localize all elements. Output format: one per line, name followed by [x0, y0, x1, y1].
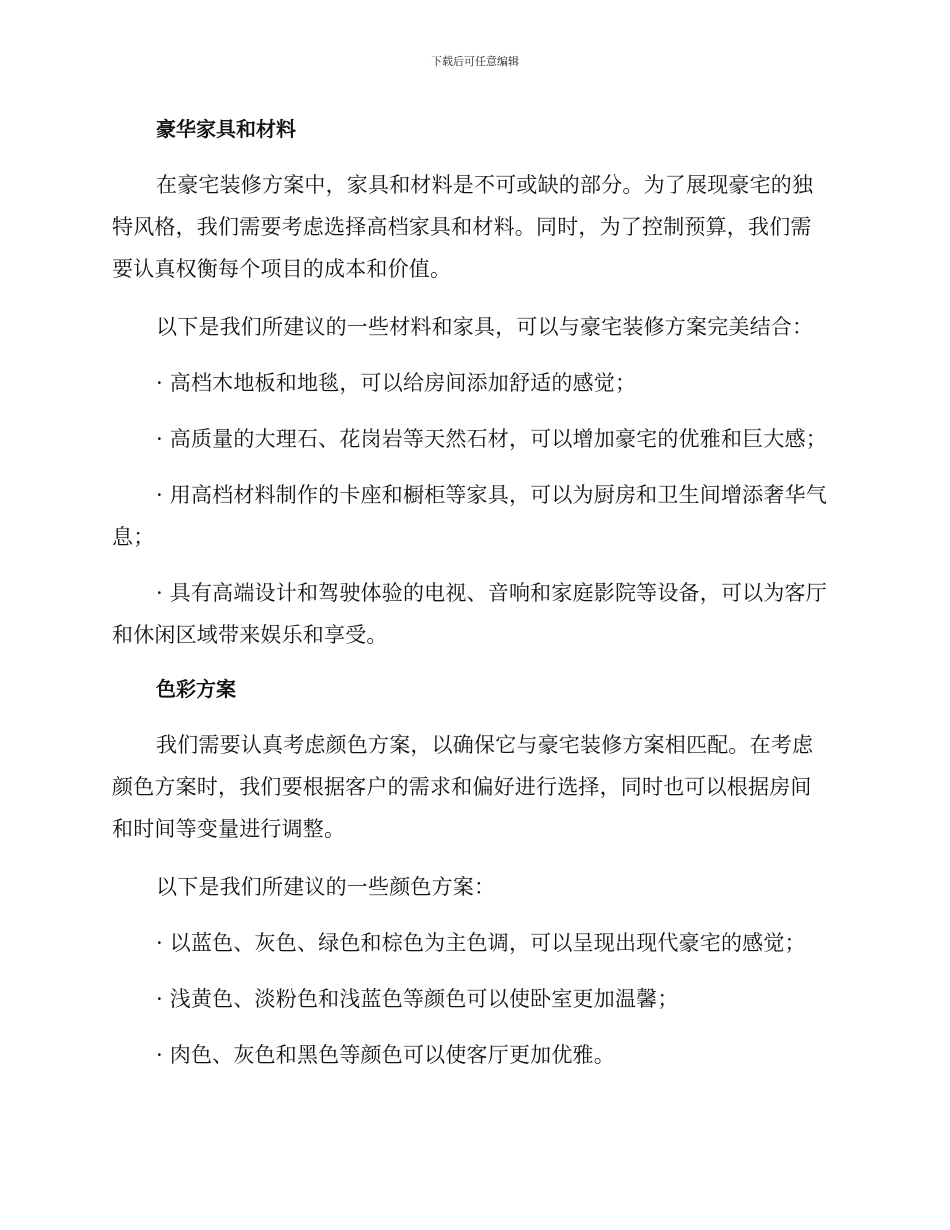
bullet-item: · 高质量的大理石、花岗岩等天然石材，可以增加豪宅的优雅和巨大感；: [156, 427, 827, 451]
bullet-item: · 具有高端设计和驾驶体验的电视、音响和家庭影院等设备，可以为客厅和休闲区域带来娱乐和享受。: [112, 581, 827, 647]
paragraph: 在豪宅装修方案中，家具和材料是不可或缺的部分。为了展现豪宅的独特风格，我们需要考虑选择高档家具和材料。同时，为了控制预算，我们需要认真权衡每个项目的成本和价值。: [112, 173, 814, 281]
paragraph: 以下是我们所建议的一些颜色方案：: [156, 875, 496, 899]
paragraph: 以下是我们所建议的一些材料和家具，可以与豪宅装修方案完美结合：: [156, 315, 814, 339]
document-body: [112, 110, 832, 1090]
bullet-item: · 浅黄色、淡粉色和浅蓝色等颜色可以使卧室更加温馨；: [156, 987, 679, 1011]
bullet-item: · 高档木地板和地毯，可以给房间添加舒适的感觉；: [156, 371, 637, 395]
bullet-item: · 以蓝色、灰色、绿色和棕色为主色调，可以呈现出现代豪宅的感觉；: [156, 931, 806, 955]
section-heading: 豪华家具和材料: [156, 117, 296, 141]
bullet-item: · 肉色、灰色和黑色等颜色可以使客厅更加优雅。: [156, 1043, 615, 1067]
paragraph: 我们需要认真考虑颜色方案，以确保它与豪宅装修方案相匹配。在考虑颜色方案时，我们要根据客户的需求和偏好进行选择，同时也可以根据房间和时间等变量进行调整。: [112, 733, 814, 841]
section-heading: 色彩方案: [156, 677, 236, 701]
section-color-scheme: [112, 670, 832, 1076]
page-header-note: 下载后可任意编辑: [431, 55, 519, 68]
bullet-item: · 用高档材料制作的卡座和橱柜等家具，可以为厨房和卫生间增添奢华气息；: [112, 483, 827, 549]
section-luxury-furniture: [112, 110, 832, 656]
